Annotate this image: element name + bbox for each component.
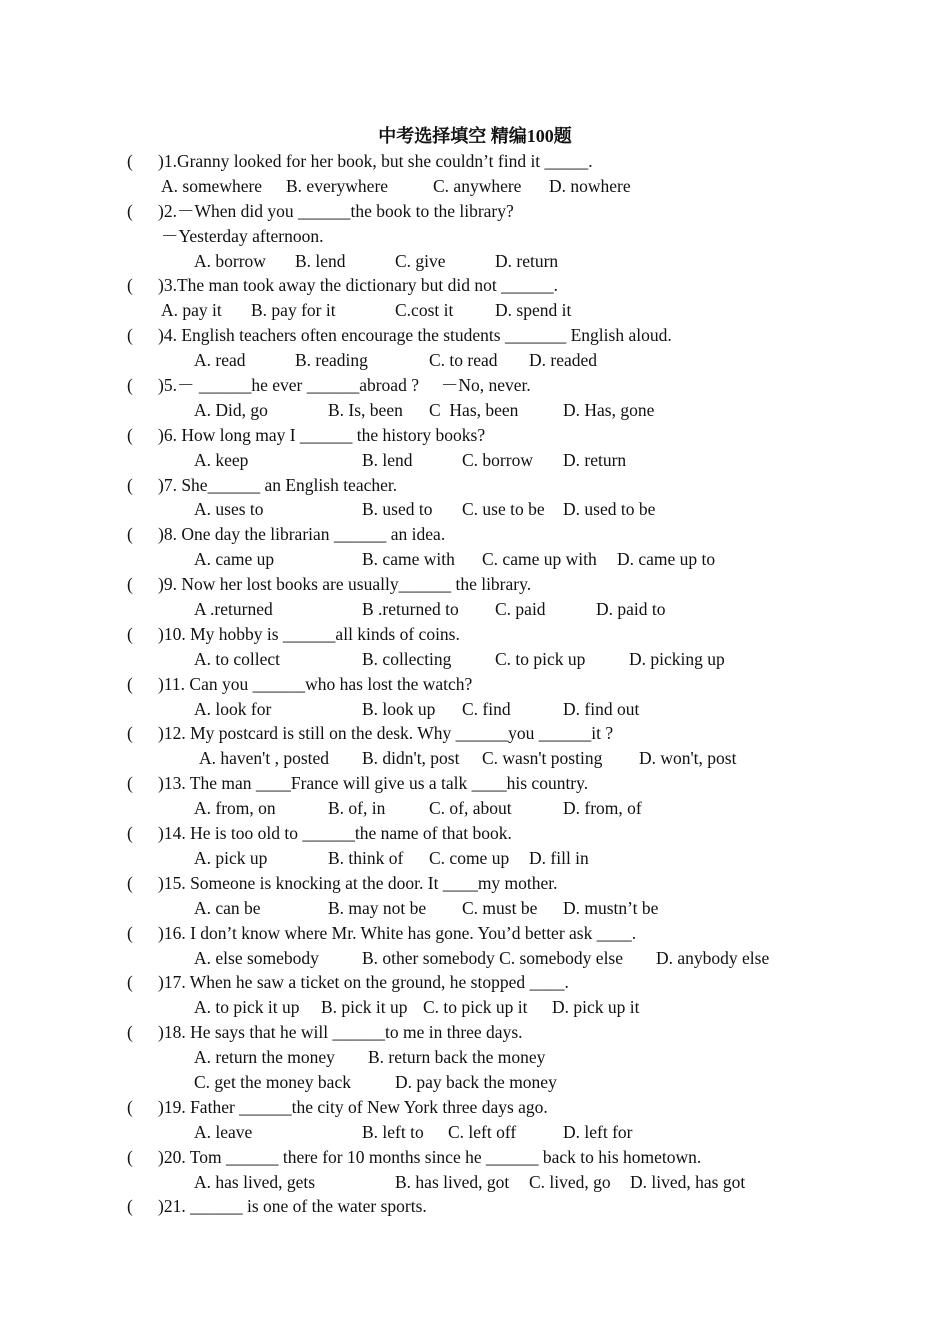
question-14 — [127, 821, 827, 846]
option-choice[interactable]: B. think of — [328, 847, 404, 868]
option-choice[interactable]: B. return back the money — [368, 1047, 546, 1068]
option-choice[interactable]: D. nowhere — [549, 175, 631, 196]
question-8 — [127, 522, 827, 547]
option-choice[interactable]: B. lend — [362, 449, 413, 470]
option-choice[interactable]: C. get the money back — [194, 1071, 351, 1092]
option-choice[interactable]: B. came with — [362, 549, 455, 570]
answer-paren[interactable]: ( — [127, 623, 133, 644]
question-16 — [127, 921, 827, 946]
answer-paren[interactable]: ( — [127, 325, 133, 346]
option-choice[interactable]: C.cost it — [395, 300, 454, 321]
answer-paren[interactable]: ( — [127, 424, 133, 445]
question-stem: )3.The man took away the dictionary but did not ______. — [158, 275, 558, 296]
option-choice[interactable]: D. return — [495, 250, 559, 271]
options-row — [127, 1170, 827, 1195]
option-choice[interactable]: D. find out — [563, 698, 640, 719]
option-choice[interactable]: D. pick up it — [552, 997, 640, 1018]
answer-paren[interactable]: ( — [127, 375, 133, 396]
answer-paren[interactable]: ( — [127, 972, 133, 993]
option-choice[interactable]: C. find — [462, 698, 511, 719]
option-choice[interactable]: C. wasn't posting — [482, 748, 603, 769]
answer-paren[interactable]: ( — [127, 773, 133, 794]
option-choice[interactable]: C. left off — [448, 1121, 517, 1142]
question-stem: )18. He says that he will ______to me in three days. — [158, 1022, 523, 1043]
option-choice[interactable]: C. to read — [429, 350, 498, 371]
options-row — [127, 796, 827, 821]
option-choice[interactable]: D. spend it — [495, 300, 572, 321]
answer-paren[interactable]: ( — [127, 872, 133, 893]
option-choice[interactable]: D. return — [563, 449, 627, 470]
option-choice[interactable]: B .returned to — [362, 599, 459, 620]
dialogue-reply: －Yesterday afternoon. — [161, 225, 324, 246]
option-choice[interactable]: B. left to — [362, 1121, 424, 1142]
question-list — [127, 149, 827, 1219]
options-row — [127, 348, 827, 373]
option-choice[interactable]: A. pay it — [161, 300, 222, 321]
option-choice[interactable]: D. lived, has got — [630, 1171, 746, 1192]
options-row — [127, 647, 827, 672]
option-choice[interactable]: A. pick up — [194, 847, 268, 868]
page-title: 中考选择填空 精编100题 — [378, 126, 572, 146]
option-choice[interactable]: D. picking up — [629, 648, 725, 669]
option-choice[interactable]: C. must be — [462, 897, 538, 918]
question-stem: )7. She______ an English teacher. — [158, 474, 398, 495]
question-stem: )11. Can you ______who has lost the watch? — [158, 673, 473, 694]
option-choice[interactable]: D. readed — [529, 350, 598, 371]
question-stem: )2.－When did you ______the book to the library? — [158, 200, 514, 221]
question-18 — [127, 1020, 827, 1045]
option-choice[interactable]: A .returned — [194, 599, 273, 620]
options-row — [127, 547, 827, 572]
option-choice[interactable]: A. haven't , posted — [199, 748, 330, 769]
option-choice[interactable]: B. everywhere — [286, 175, 389, 196]
question-stem: )9. Now her lost books are usually______ the library. — [158, 574, 532, 595]
question-5 — [127, 373, 827, 398]
option-choice[interactable]: D. fill in — [529, 847, 589, 868]
option-choice[interactable]: C. paid — [495, 599, 546, 620]
option-choice[interactable]: D. used to be — [563, 499, 656, 520]
option-choice[interactable]: A. Did, go — [194, 399, 268, 420]
option-choice[interactable]: D. left for — [563, 1121, 633, 1142]
answer-paren[interactable]: ( — [127, 1196, 133, 1217]
options-row — [127, 846, 827, 871]
answer-paren[interactable]: ( — [127, 1022, 133, 1043]
option-choice[interactable]: C. anywhere — [433, 175, 522, 196]
option-choice[interactable]: A. has lived, gets — [194, 1171, 316, 1192]
question-stem: )21. ______ is one of the water sports. — [158, 1196, 427, 1217]
option-choice[interactable]: C. to pick up it — [423, 997, 528, 1018]
option-choice[interactable]: B. of, in — [328, 798, 386, 819]
option-choice[interactable]: D. anybody else — [656, 947, 770, 968]
options-row — [127, 1070, 827, 1095]
answer-paren[interactable]: ( — [127, 823, 133, 844]
options-row — [127, 697, 827, 722]
question-11 — [127, 672, 827, 697]
question-stem: )16. I don’t know where Mr. White has gone. You’d better ask ____. — [158, 922, 637, 943]
options-row — [127, 249, 827, 274]
options-row — [127, 497, 827, 522]
option-choice[interactable]: D. came up to — [617, 549, 716, 570]
question-stem: )5.－ ______he ever ______abroad ? －No, never. — [158, 375, 531, 396]
option-choice[interactable]: A. look for — [194, 698, 272, 719]
option-choice[interactable]: A. leave — [194, 1121, 253, 1142]
option-choice[interactable]: B. pay for it — [251, 300, 336, 321]
option-choice[interactable]: A. to collect — [194, 648, 281, 669]
option-choice[interactable]: D. mustn’t be — [563, 897, 659, 918]
options-row — [127, 746, 827, 771]
question-stem: )14. He is too old to ______the name of that book. — [158, 823, 512, 844]
question-stem: )1.Granny looked for her book, but she couldn’t find it _____. — [158, 151, 593, 171]
question-19 — [127, 1095, 827, 1120]
options-row — [127, 946, 827, 971]
question-4 — [127, 323, 827, 348]
options-row — [127, 448, 827, 473]
answer-paren[interactable]: ( — [127, 1146, 133, 1167]
question-stem: )19. Father ______the city of New York three days ago. — [158, 1096, 548, 1117]
question-stem: )13. The man ____France will give us a talk ____his country. — [158, 773, 589, 794]
option-choice[interactable]: B. look up — [362, 698, 436, 719]
option-choice[interactable]: D. paid to — [596, 599, 666, 620]
option-choice[interactable]: A. somewhere — [161, 175, 263, 196]
option-choice[interactable]: A. came up — [194, 549, 275, 570]
question-20 — [127, 1145, 827, 1170]
option-choice[interactable]: C. borrow — [462, 449, 533, 470]
options-row — [127, 298, 827, 323]
options-row — [127, 1045, 827, 1070]
option-choice[interactable]: C. to pick up — [495, 648, 586, 669]
option-choice[interactable]: C. came up with — [482, 549, 597, 570]
option-choice[interactable]: B. pick it up — [321, 997, 408, 1018]
answer-paren[interactable]: ( — [127, 151, 133, 171]
options-row — [127, 174, 827, 199]
option-choice[interactable]: A. return the money — [194, 1047, 335, 1068]
question-21 — [127, 1194, 827, 1219]
option-choice[interactable]: C. lived, go — [529, 1171, 611, 1192]
options-row — [127, 1120, 827, 1145]
option-choice[interactable]: A. to pick it up — [194, 997, 300, 1018]
option-choice[interactable]: C. of, about — [429, 798, 512, 819]
option-choice[interactable]: C. use to be — [462, 499, 545, 520]
option-choice[interactable]: A. from, on — [194, 798, 276, 819]
question-17 — [127, 970, 827, 995]
answer-paren[interactable]: ( — [127, 673, 133, 694]
question-stem: )20. Tom ______ there for 10 months since he ______ back to his hometown. — [158, 1146, 702, 1167]
question-stem: )12. My postcard is still on the desk. Why ______you ______it ? — [158, 723, 614, 744]
question-3 — [127, 273, 827, 298]
answer-paren[interactable]: ( — [127, 200, 133, 221]
option-choice[interactable]: A. uses to — [194, 499, 264, 520]
question-9 — [127, 572, 827, 597]
question-stem: )6. How long may I ______ the history books? — [158, 424, 486, 445]
question-15 — [127, 871, 827, 896]
option-choice[interactable]: B. lend — [295, 250, 346, 271]
question-2 — [127, 199, 827, 224]
options-row — [127, 896, 827, 921]
option-choice[interactable]: A. can be — [194, 897, 261, 918]
answer-paren[interactable]: ( — [127, 574, 133, 595]
answer-paren[interactable]: ( — [127, 1096, 133, 1117]
answer-paren[interactable]: ( — [127, 922, 133, 943]
option-choice[interactable]: A. borrow — [194, 250, 266, 271]
question-1 — [127, 149, 827, 174]
question-stem: )17. When he saw a ticket on the ground, he stopped ____. — [158, 972, 569, 993]
answer-paren[interactable]: ( — [127, 275, 133, 296]
options-row — [127, 995, 827, 1020]
options-row — [127, 398, 827, 423]
option-choice[interactable]: B. reading — [295, 350, 368, 371]
question-10 — [127, 622, 827, 647]
options-row — [127, 597, 827, 622]
question-7 — [127, 473, 827, 498]
question-stem: )4. English teachers often encourage the students _______ English aloud. — [158, 325, 672, 346]
option-choice[interactable]: C Has, been — [429, 399, 519, 420]
question-stem: )8. One day the librarian ______ an idea. — [158, 524, 446, 545]
option-choice[interactable]: B. didn't, post — [362, 748, 460, 769]
answer-paren[interactable]: ( — [127, 524, 133, 545]
question-stem: )15. Someone is knocking at the door. It ____my mother. — [158, 872, 558, 893]
option-choice[interactable]: B. other somebody C. somebody else — [362, 947, 624, 968]
option-choice[interactable]: D. pay back the money — [395, 1071, 557, 1092]
option-choice[interactable]: D. won't, post — [639, 748, 737, 769]
option-choice[interactable]: A. read — [194, 350, 246, 371]
option-choice[interactable]: B. may not be — [328, 897, 427, 918]
question-13 — [127, 771, 827, 796]
option-choice[interactable]: C. give — [395, 250, 446, 271]
answer-paren[interactable]: ( — [127, 474, 133, 495]
option-choice[interactable]: D. from, of — [563, 798, 642, 819]
option-choice[interactable]: C. come up — [429, 847, 510, 868]
answer-paren[interactable]: ( — [127, 723, 133, 744]
question-sub-line — [127, 224, 827, 249]
question-stem: )10. My hobby is ______all kinds of coins. — [158, 623, 460, 644]
option-choice[interactable]: B. Is, been — [328, 399, 403, 420]
option-choice[interactable]: B. used to — [362, 499, 433, 520]
question-12 — [127, 721, 827, 746]
option-choice[interactable]: D. Has, gone — [563, 399, 655, 420]
option-choice[interactable]: B. collecting — [362, 648, 452, 669]
question-6 — [127, 423, 827, 448]
option-choice[interactable]: B. has lived, got — [395, 1171, 510, 1192]
option-choice[interactable]: A. keep — [194, 449, 249, 470]
option-choice[interactable]: A. else somebody — [194, 947, 319, 968]
